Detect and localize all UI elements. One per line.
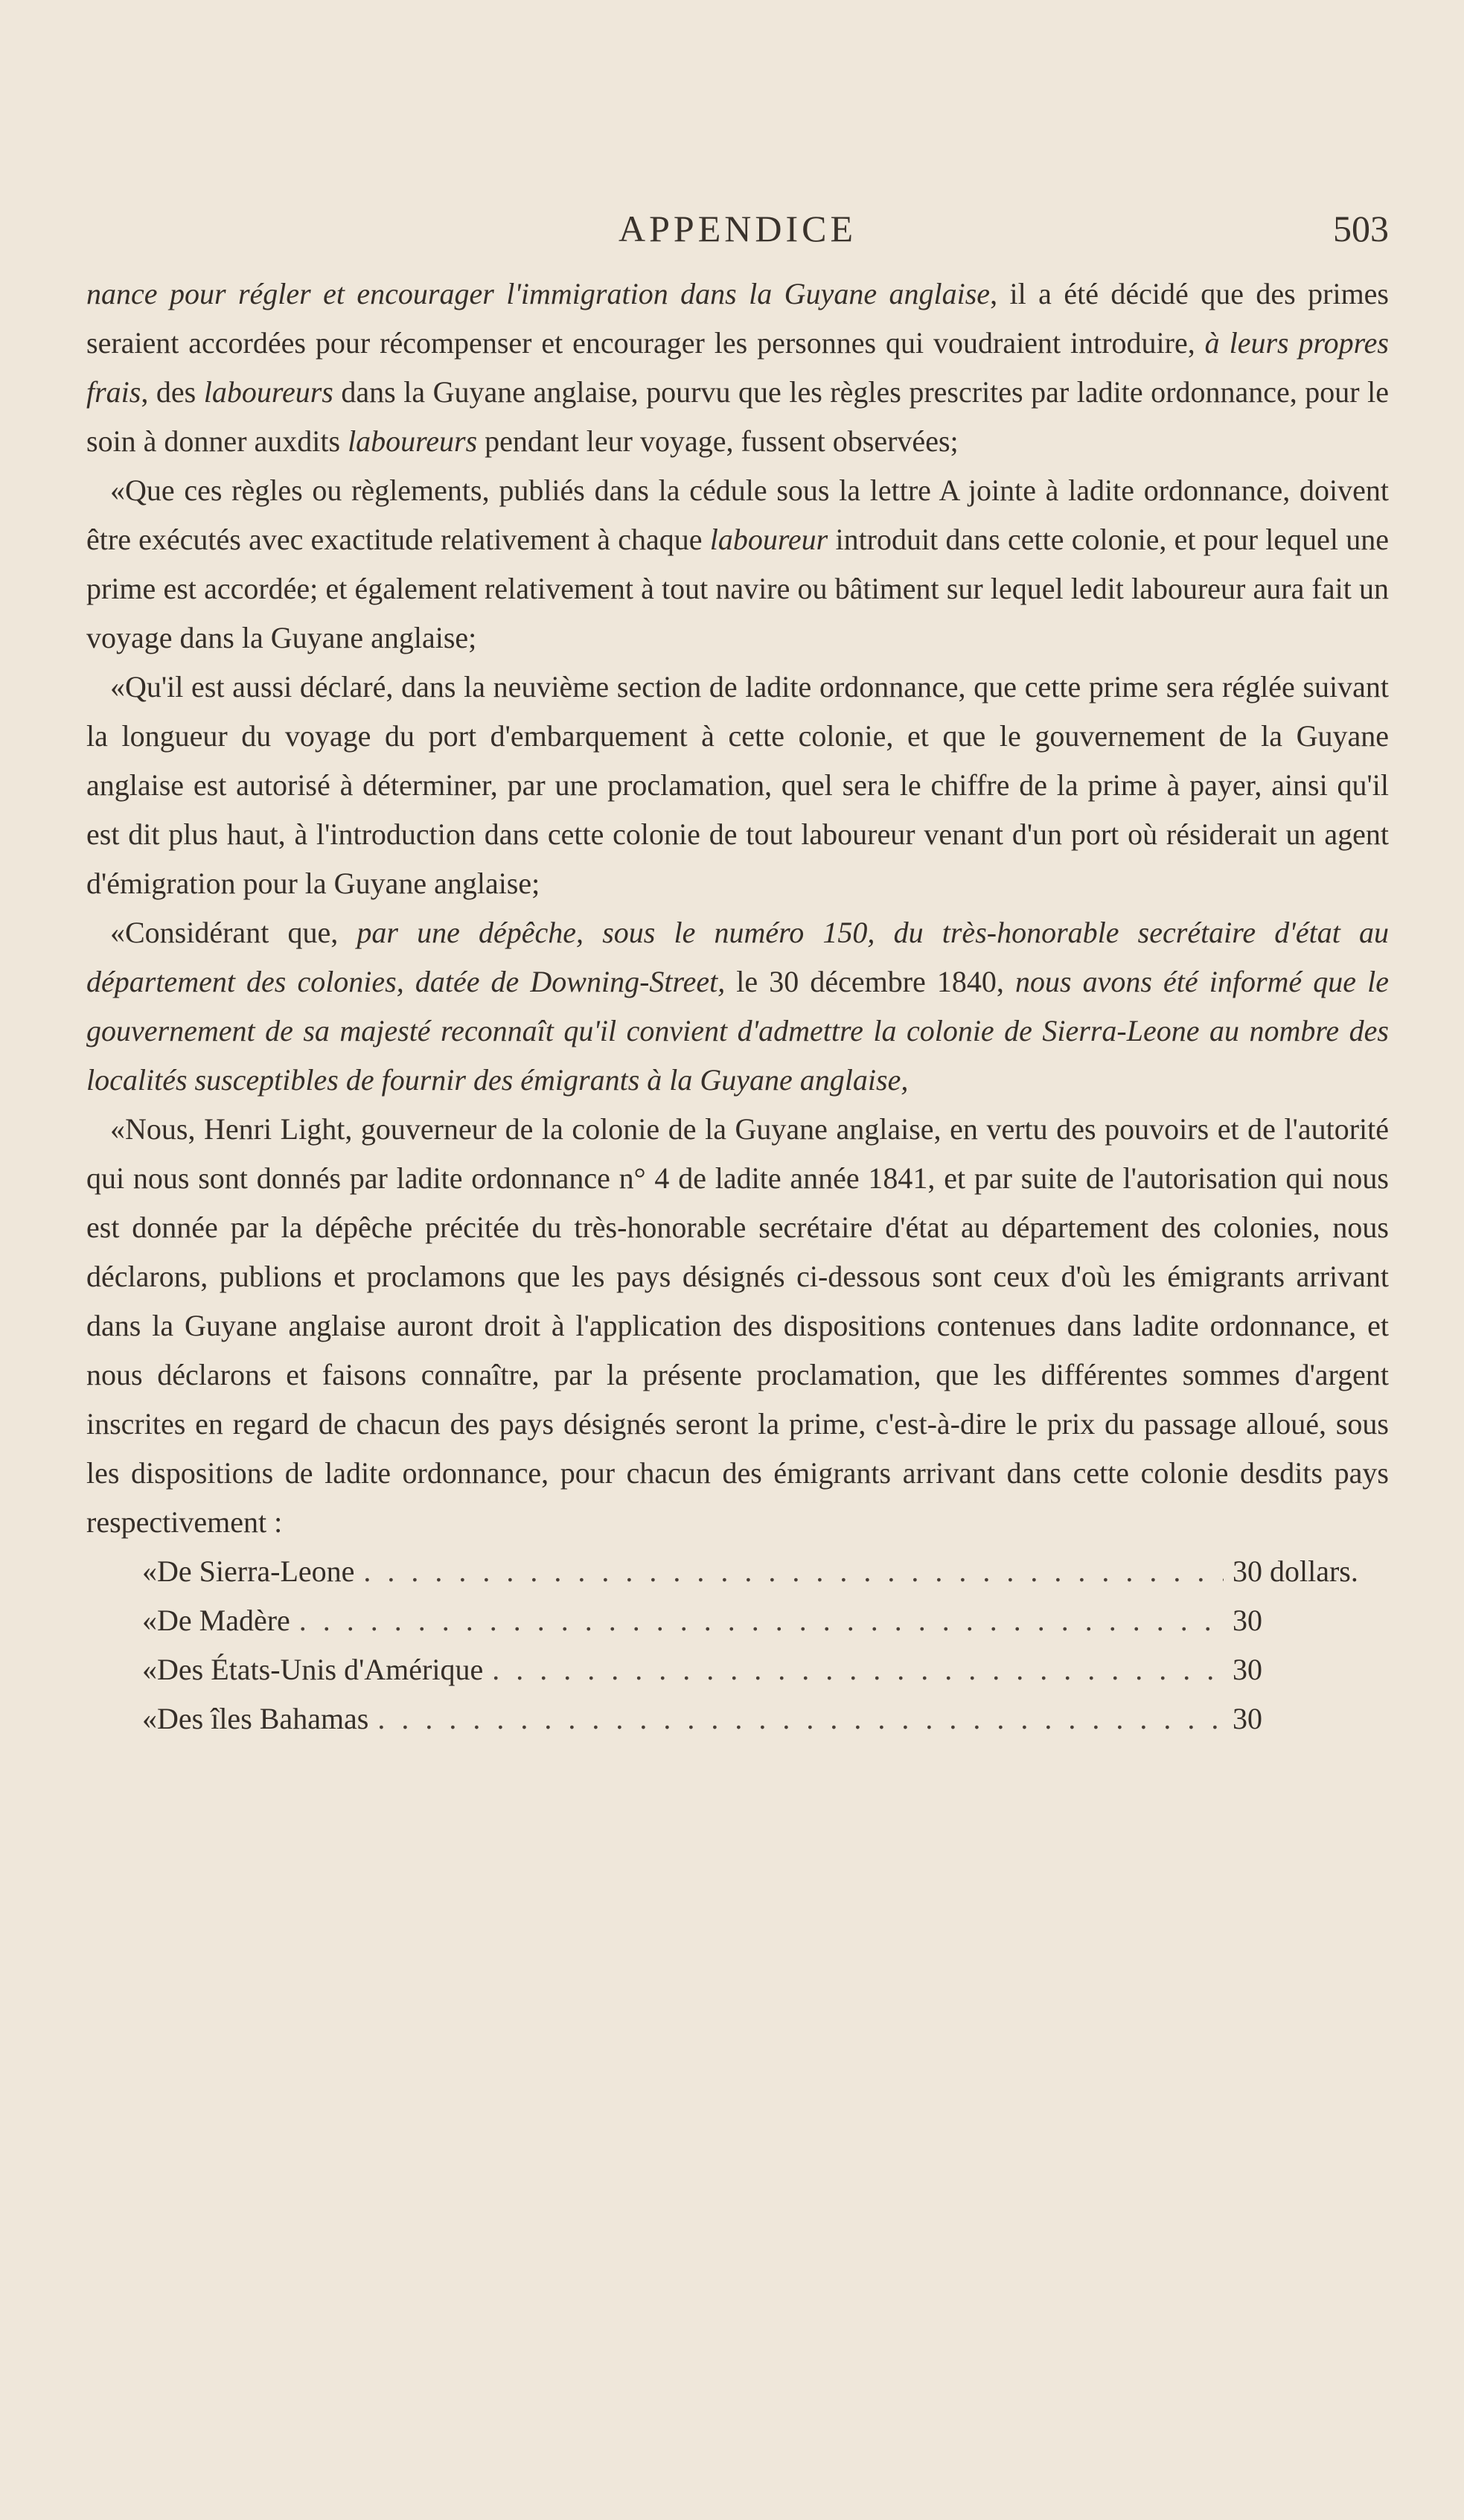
bounty-rate-list [86, 1547, 1389, 1744]
body-text [86, 269, 1389, 1744]
rate-amount: 30 dollars. [1233, 1554, 1358, 1588]
text-run: «Considérant que, [110, 916, 357, 949]
running-title: APPENDICE [618, 208, 857, 249]
rate-place: «Des États-Unis d'Amérique [142, 1653, 484, 1686]
rate-place: «Des îles Bahamas [142, 1702, 369, 1735]
paragraph [86, 1105, 1389, 1547]
rate-amount: 30 [1233, 1702, 1262, 1735]
text-run: dans la Guyane anglaise, pourvu que les règles prescrites par ladite ordonnance, pour le soin à donner auxdits [86, 375, 1389, 458]
italic-text: à leurs propres frais [86, 326, 1390, 409]
text-run: pendant leur voyage, fussent observées; [477, 424, 959, 458]
dot-leader [377, 1694, 1224, 1744]
rate-place: «De Madère [142, 1604, 290, 1637]
text-run: , des [141, 375, 204, 409]
paragraph [86, 908, 1389, 1105]
text-run: , il a été décidé que des primes seraient accordées pour récompenser et encourager les personnes qui voudraient introduire, [86, 277, 1390, 360]
rate-row [86, 1547, 1389, 1596]
italic-text: laboureurs [203, 375, 333, 409]
rate-amount: 30 [1233, 1653, 1262, 1686]
text-run: «Que ces règles ou règlements, publiés dans la cédule sous la lettre A jointe à ladite ordonnance, doivent être exécutés avec exactitude relativement à chaque [86, 473, 1389, 556]
italic-text: nance pour régler et encourager l'immigration dans la Guyane anglaise [86, 277, 991, 310]
italic-text: par une dépêche, sous le numéro 150, du très-honorable secrétaire d'état au département des colonies, datée de Downing-Street, [86, 916, 1389, 998]
rate-row [86, 1645, 1389, 1694]
paragraph [86, 269, 1389, 466]
dot-leader [363, 1547, 1224, 1596]
rate-row [86, 1694, 1389, 1744]
rate-amount: 30 [1233, 1604, 1262, 1637]
dot-leader [492, 1645, 1224, 1694]
italic-text: laboureur [709, 523, 828, 556]
paragraph [86, 663, 1389, 908]
text-run: «Nous, Henri Light, gouverneur de la colonie de la Guyane anglaise, en vertu des pouvoirs et de l'autorité qui nous sont donnés par ladite ordonnance n° 4 de ladite année 1841, et par suite de l'autorisation qui nous est donnée par la dépêche précitée du très-honorable secrétaire d'état au département des colonies, nous déclarons, publions et proclamons que les pays désignés ci-dessous sont ceux d'où les émigrants arrivant dans la Guyane anglaise auront droit à l'application des dispositions contenues dans ladite ordonnance, et nous déclarons et faisons connaître, par la présente proclamation, que les différentes sommes d'argent inscrites en regard de chacun des pays désignés seront la prime, c'est-à-dire le prix du passage alloué, sous les dispositions de ladite ordonnance, pour chacun des émigrants arrivant dans cette colonie desdits pays respectivement : [86, 1112, 1389, 1539]
dot-leader [299, 1596, 1224, 1645]
italic-text: nous avons été informé que le gouvernement de sa majesté reconnaît qu'il convient d'admettre la colonie de Sierra-Leone au nombre des localités susceptibles de fournir des émigrants à la Guyane anglaise, [86, 965, 1389, 1097]
page-number: 503 [1333, 208, 1389, 249]
rate-row [86, 1596, 1389, 1645]
text-run: le 30 décembre 1840, [725, 965, 1015, 998]
italic-text: laboureurs [348, 424, 478, 458]
rate-place: «De Sierra-Leone [142, 1554, 355, 1588]
running-head [86, 207, 1389, 259]
text-run: introduit dans cette colonie, et pour lequel une prime est accordée; et également relativement à tout navire ou bâtiment sur lequel ledit laboureur aura fait un voyage dans la Guyane anglaise; [86, 523, 1389, 654]
text-run: «Qu'il est aussi déclaré, dans la neuvième section de ladite ordonnance, que cette prime sera réglée suivant la longueur du voyage du port d'embarquement à cette colonie, et que le gouvernement de la Guyane anglaise est autorisé à déterminer, par une proclamation, quel sera le chiffre de la prime à payer, ainsi qu'il est dit plus haut, à l'introduction dans cette colonie de tout laboureur venant d'un port où résiderait un agent d'émigration pour la Guyane anglaise; [86, 670, 1389, 900]
paragraph [86, 466, 1389, 663]
paragraphs [86, 269, 1389, 1547]
